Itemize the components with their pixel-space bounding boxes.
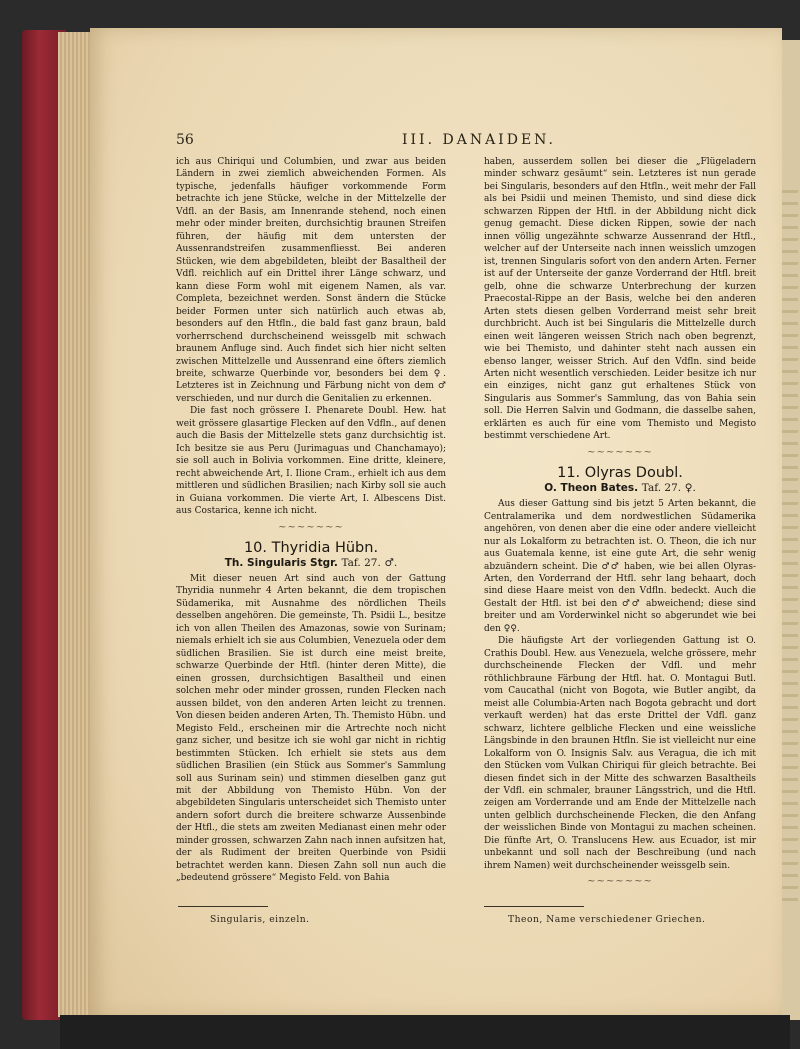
section-title-olyras: 11. Olyras Doubl. xyxy=(557,465,683,482)
plate-reference: Taf. 27. xyxy=(341,556,381,569)
page-number: 56 xyxy=(176,132,194,148)
section-ornament-end: ~~~~~~~ xyxy=(587,876,653,888)
right-column xyxy=(484,156,756,897)
species-name: O. Theon Bates. xyxy=(544,481,639,494)
footnote-rule-left xyxy=(178,906,268,907)
right-paragraph-3: Die häufigste Art der vorliegenden Gattung ist O. Crathis Doubl. Hew. aus Venezuela, welche grössere, mehr durchscheinende Flecken der Vdfl. und mehr röthlichbraune Färbung der Htfl. hat. O. Montagui Butl. vom Caucathal (nicht von Bogota, wie Butler angibt, da meist alle Columbia-Arten nach Bogota gebracht und dort verkauft werden) hat das erste Drittel der Vdfl. ganz schwarz, lichtere gelbliche Flecken und eine weissliche Längsbinde in den braunen Htfln. Sie ist vielleicht nur eine Lokalform von O. Insignis Salv. aus Veragua, die ich mit den Stücken vom Vulkan Chiriqui für gleich betrachte. Bei diesen findet sich in der Mitte des schwarzen Basaltheils der Vdfl. ein schmaler, brauner Längsstrich, und die Htfl. zeigen am Vorderrande und am Ende der Mittelzelle nach unten gelblich durchscheinende Flecken, die den Anfang der weisslichen Binde von Montagui zu machen scheinen. Die fünfte Art, O. Translucens Hew. aus Ecuador, ist mir unbekannt und soll nach der Beschreibung (und nach ihrem Namen) weit durchscheinender weissgelb sein. xyxy=(484,636,756,871)
left-paragraph-3: Mit dieser neuen Art sind auch von der Gattung Thyridia nunmehr 4 Arten bekannt, die dem tropischen Südamerika, mit Ausnahme des nördlichen Theils desselben angehören. Die gemeinste, Th. Psidii L., besitze ich von allen Theilen des Amazonas, sowie von Surinam; niemals erhielt ich sie aus Columbien, Venezuela oder dem südlichen Brasilien. Sie ist durch eine meist breite, schwarze Querbinde der Htfl. (hinter deren Mitte), die einen grossen, durchsichtigen Basaltheil und einen solchen mehr oder minder grossen, runden Flecken nach aussen bildet, von den anderen Arten leicht zu trennen. Von diesen beiden anderen Arten, Th. Themisto Hübn. und Megisto Feld., erscheinen mir die Artrechte noch nicht ganz sicher, und besitze ich sie wohl gar nicht in richtig bestimmten Stücken. Ich erhielt sie stets aus dem südlichen Brasilien (ein Stück aus Sommer's Sammlung soll aus Surinam sein) und stimmen dieselben ganz gut mit der Abbildung von Themisto Hübn. Von der abgebildeten Singularis unterscheidet sich Themisto unter andern sofort durch die breitere schwarze Aussenbinde der Htfl., die stets am zweiten Medianast einen mehr oder minder grossen, schwarzen Zahn nach innen aufsitzen hat, der als Rudiment der breiten Querbinde von Psidii betrachtet werden kann. Diesen Zahn soll nun auch die „bedeutend grössere“ Megisto Feld. von Bahia xyxy=(176,574,446,884)
right-paragraph-1: haben, ausserdem sollen bei dieser die „Flügeladern minder schwarz gesäumt“ sein. Letzteres ist nun gerade bei Singularis, besonders auf den Htfln., weit mehr der Fall als bei Psidii und meinen Themisto, und sind diese dick schwarzen Rippen der Htfl. in der Abbildung nicht dick genug gemacht. Diese dicken Rippen, sowie der nach innen völlig ungezähnte schwarze Aussenrand der Htfl., welcher auf der Unterseite nach innen weisslich umzogen ist, trennen Singularis sofort von den andern Arten. Ferner ist auf der Unterseite der ganze Vorderrand der Htfl. breit gelb, ohne die schwarze Unterbrechung der kurzen Praecostal-Rippe an der Basis, welche bei den anderen Arten stets diesen gelben Vorderrand meist sehr breit durchbricht. Auch ist bei Singularis die Mittelzelle durch einen weit längeren weissen Strich nach oben begrenzt, wie bei Themisto, und dahinter steht nach aussen ein ebenso langer, weisser Strich. Auf den Vdfln. sind beide Arten nicht wesentlich verschieden. Leider besitze ich nur ein einziges, nicht ganz gut erhaltenes Stück von Singularis aus Sommer's Sammlung, das von Bahia sein soll. Die Herren Salvin und Godmann, die dasselbe sahen, erklärten es auch für eine vom Themisto und Megisto bestimmt verschiedene Art. xyxy=(484,157,756,442)
section-ornament: ~~~~~~~ xyxy=(587,446,653,458)
bottom-shadow xyxy=(60,1015,790,1049)
left-paragraph-2: Die fast noch grössere I. Phenarete Doubl. Hew. hat weit grössere glasartige Flecken auf den Vdfln., auf denen auch die Basis der Mittelzelle stets ganz durchsichtig ist. Ich besitze sie aus Peru (Jurimaguas und Chanchamayo); sie soll auch in Bolivia vorkommen. Eine dritte, kleinere, recht abweichende Art, I. Ilione Cram., erhielt ich aus dem mittleren und südlichen Brasilien; nach Kirby soll sie auch in Guiana vorkommen. Die vierte Art, I. Albescens Dist. aus Costarica, kenne ich nicht. xyxy=(176,406,446,517)
left-column xyxy=(176,156,446,885)
section-title-thyridia: 10. Thyridia Hübn. xyxy=(243,540,379,557)
sex-symbol: ♀. xyxy=(684,481,696,494)
footnote-rule-right xyxy=(484,906,584,907)
footnote-right: Theon, Name verschiedener Griechen. xyxy=(508,914,706,925)
right-paragraph-2: Aus dieser Gattung sind bis jetzt 5 Arten bekannt, die Centralamerika und dem nordwestlichen Südamerika angehören, von denen aber die eine oder andere vielleicht nur als Lokalform zu betrachten ist. O. Theon, die ich nur aus Guatemala kenne, ist eine gute Art, die sehr wenig abzuändern scheint. Die ♂♂ haben, wie bei allen Olyras-Arten, den Vorderrand der Htfl. sehr lang behaart, doch sind diese Haare meist von den Vdfln. bedeckt. Auch die Gestalt der Htfl. ist bei den ♂♂ abweichend; diese sind breiter und am Vorderwinkel nicht so abgerundet wie bei den ♀♀. xyxy=(484,499,756,634)
sex-symbol: ♂. xyxy=(384,556,398,569)
left-paragraph-1: ich aus Chiriqui und Columbien, und zwar aus beiden Ländern in zwei ziemlich abweichenden Formen. Als typische, jedenfalls häufiger vorkommende Form betrachte ich jene Stücke, welche in der Mittelzelle der Vdfl. an der Basis, am Innenrande stehend, noch einen mehr oder minder breiten, durchsichtig braunen Streifen führen, der häufig mit dem untersten der Aussenrandstreifen zusammenfliesst. Bei anderen Stücken, wie dem abgebildeten, bleibt der Basaltheil der Vdfl. reichlich auf ein Drittel ihrer Länge schwarz, und kann diese Form wohl mit eigenem Namen, als var. Completa, bezeichnet werden. Sonst ändern die Stücke beider Formen unter sich natürlich auch etwas ab, besonders auf den Htfln., die bald fast ganz braun, bald vorherrschend durchscheinend weissgelb mit schwach braunem Anfluge sind. Auch findet sich hier nicht selten zwischen Mittelzelle und Aussenrand eine öfters ziemlich breite, schwarze Querbinde vor, besonders bei dem ♀. Letzteres ist in Zeichnung und Färbung nicht von dem ♂ verschieden, und nur durch die Genitalien zu erkennen. xyxy=(176,157,446,404)
footnote-left: Singularis, einzeln. xyxy=(210,914,310,925)
species-name: Th. Singularis Stgr. xyxy=(224,556,338,569)
species-heading-theon xyxy=(484,482,756,494)
section-ornament: ~~~~~~~ xyxy=(278,521,344,533)
page-header xyxy=(176,132,756,152)
plate-reference: Taf. 27. xyxy=(641,481,682,494)
running-head: III. DANAIDEN. xyxy=(402,132,556,148)
species-heading-singularis xyxy=(176,557,446,569)
